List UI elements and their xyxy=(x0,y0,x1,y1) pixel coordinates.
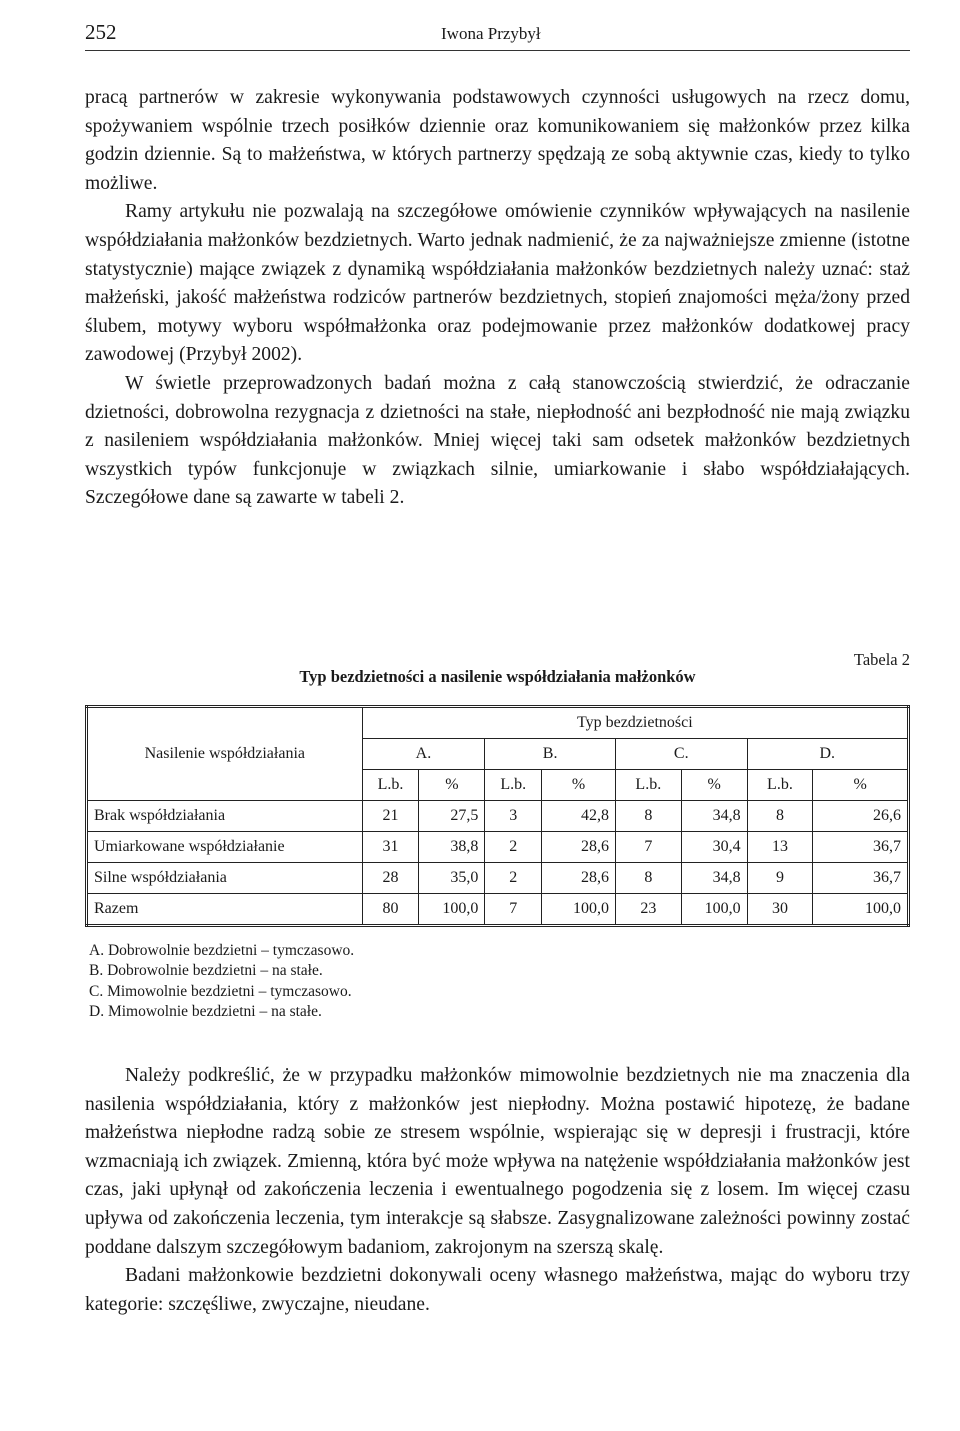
sub-header-percent: % xyxy=(681,770,747,801)
cell-percent: 100,0 xyxy=(681,894,747,926)
cell-percent: 30,4 xyxy=(681,832,747,863)
cell-count: 9 xyxy=(747,863,813,894)
legend-item: B. Dobrowolnie bezdzietni – na stałe. xyxy=(89,962,323,980)
table-row-total xyxy=(87,894,909,926)
cell-percent: 34,8 xyxy=(681,863,747,894)
cell-count: 3 xyxy=(485,801,542,832)
cell-percent: 36,7 xyxy=(813,832,909,863)
paragraph: Należy podkreślić, że w przypadku małżonków mimowolnie bezdzietnych nie ma znaczenia dla nasilenia współdziałania, który z małżonków jest niepłodny. Można postawić hipotezę, że badane małżeństwa niepłodne radzą sobie ze stresem wspólnie, wspierając się w depresji i frustracji, które wzmacniają ich związek. Zmienną, która być może wpływa na natężenie współdziałania małżonków jest czas, jaki upłynął od zakończenia leczenia i ewentualnego pogodzenia się z losem. Im więcej czasu upływa od zakończenia leczenia, tym interakcje są słabsze. Zasygnalizowane zależności powinny zostać poddane dalszym szczegółowym badaniom, zakrojonym na szerszą skalę. xyxy=(85,1065,910,1258)
paragraph: pracą partnerów w zakresie wykonywania podstawowych czynności usługowych na rzecz domu, spożywaniem wspólnie trzech posiłków dziennie oraz komunikowaniem się małżonków przez kilka godzin dziennie. Są to małżeństwa, w których partnerzy spędzają ze sobą aktywnie czas, kiedy to tylko możliwe. xyxy=(85,87,910,194)
cell-percent: 28,6 xyxy=(542,863,616,894)
paragraph: Ramy artykułu nie pozwalają na szczegółowe omówienie czynników wpływających na nasilenie współdziałania małżonków bezdzietnych. Warto jednak nadmienić, że za najważniejsze zmienne (istotne statystycznie) mające związek z dynamiką współdziałania małżonków bezdzietnych należy uznać: staż małżeński, jakość małżeństwa rodziców partnerów bezdzietnych, stopień znajomości męża/żony przed ślubem, motywy wyboru współmałżonka oraz podejmowanie przez małżonków dodatkowej pracy zawodowej (Przybył 2002). xyxy=(85,201,910,366)
table-row xyxy=(87,801,909,832)
cell-percent: 35,0 xyxy=(419,863,485,894)
sub-header-percent: % xyxy=(542,770,616,801)
legend-item: C. Mimowolnie bezdzietni – tymczasowo. xyxy=(89,982,352,1000)
cell-count: 23 xyxy=(615,894,681,926)
sub-header-percent: % xyxy=(419,770,485,801)
legend-item: D. Mimowolnie bezdzietni – na stałe. xyxy=(89,1002,322,1020)
cell-percent: 100,0 xyxy=(813,894,909,926)
cell-count: 2 xyxy=(485,863,542,894)
table-legend xyxy=(89,941,354,1022)
type-header-b: B. xyxy=(485,739,616,770)
cell-percent: 100,0 xyxy=(419,894,485,926)
table-label: Tabela 2 xyxy=(853,650,910,669)
row-label: Silne współdziałania xyxy=(87,863,363,894)
cell-percent: 28,6 xyxy=(542,832,616,863)
data-table xyxy=(85,705,910,927)
row-label: Umiarkowane współdziałanie xyxy=(87,832,363,863)
table-row xyxy=(87,863,909,894)
cell-count: 8 xyxy=(615,801,681,832)
table-row xyxy=(87,832,909,863)
cell-count: 28 xyxy=(362,863,419,894)
cell-percent: 38,8 xyxy=(419,832,485,863)
cell-count: 7 xyxy=(615,832,681,863)
type-header-c: C. xyxy=(615,739,747,770)
cell-percent: 26,6 xyxy=(813,801,909,832)
sub-header-count: L.b. xyxy=(747,770,813,801)
paragraph: W świetle przeprowadzonych badań można z całą stanowczością stwierdzić, że odraczanie dzietności, dobrowolna rezygnacja z dzietności na stałe, niepłodność ani bezpłodność nie mają związku z nasileniem współdziałania małżonków. Mniej więcej taki sam odsetek małżonków bezdzietnych wszystkich typów funkcjonuje w związkach silnie, umiarkowanie i słabo współdziałających. Szczegółowe dane są zawarte w tabeli 2. xyxy=(85,372,910,509)
cell-count: 30 xyxy=(747,894,813,926)
cell-count: 7 xyxy=(485,894,542,926)
cell-percent: 36,7 xyxy=(813,863,909,894)
paragraph: Badani małżonkowie bezdzietni dokonywali oceny własnego małżeństwa, mając do wyboru trzy kategorie: szczęśliwe, zwyczajne, nieudane. xyxy=(85,1265,910,1315)
page-header xyxy=(85,18,910,51)
sub-header-count: L.b. xyxy=(615,770,681,801)
sub-header-percent: % xyxy=(813,770,909,801)
cell-percent: 100,0 xyxy=(542,894,616,926)
group-header-cell: Typ bezdzietności xyxy=(362,707,908,739)
cell-count: 2 xyxy=(485,832,542,863)
cell-count: 8 xyxy=(615,863,681,894)
cell-count: 80 xyxy=(362,894,419,926)
legend-item: A. Dobrowolnie bezdzietni – tymczasowo. xyxy=(89,942,355,959)
cell-count: 13 xyxy=(747,832,813,863)
table-title: Typ bezdzietności a nasilenie współdziałania małżonków xyxy=(299,667,696,686)
running-title: Iwona Przybył xyxy=(441,24,541,43)
sub-header-count: L.b. xyxy=(485,770,542,801)
page-number: 252 xyxy=(85,20,117,44)
row-label: Razem xyxy=(87,894,363,926)
cell-count: 21 xyxy=(362,801,419,832)
cell-percent: 42,8 xyxy=(542,801,616,832)
cell-percent: 34,8 xyxy=(681,801,747,832)
cell-count: 31 xyxy=(362,832,419,863)
cell-percent: 27,5 xyxy=(419,801,485,832)
sub-header-count: L.b. xyxy=(362,770,419,801)
row-label: Brak współdziałania xyxy=(87,801,363,832)
cell-count: 8 xyxy=(747,801,813,832)
type-header-a: A. xyxy=(362,739,485,770)
body-text-top xyxy=(85,84,910,513)
type-header-d: D. xyxy=(747,739,908,770)
body-text-bottom xyxy=(85,1062,910,1319)
row-header-cell: Nasilenie współdziałania xyxy=(87,707,363,801)
